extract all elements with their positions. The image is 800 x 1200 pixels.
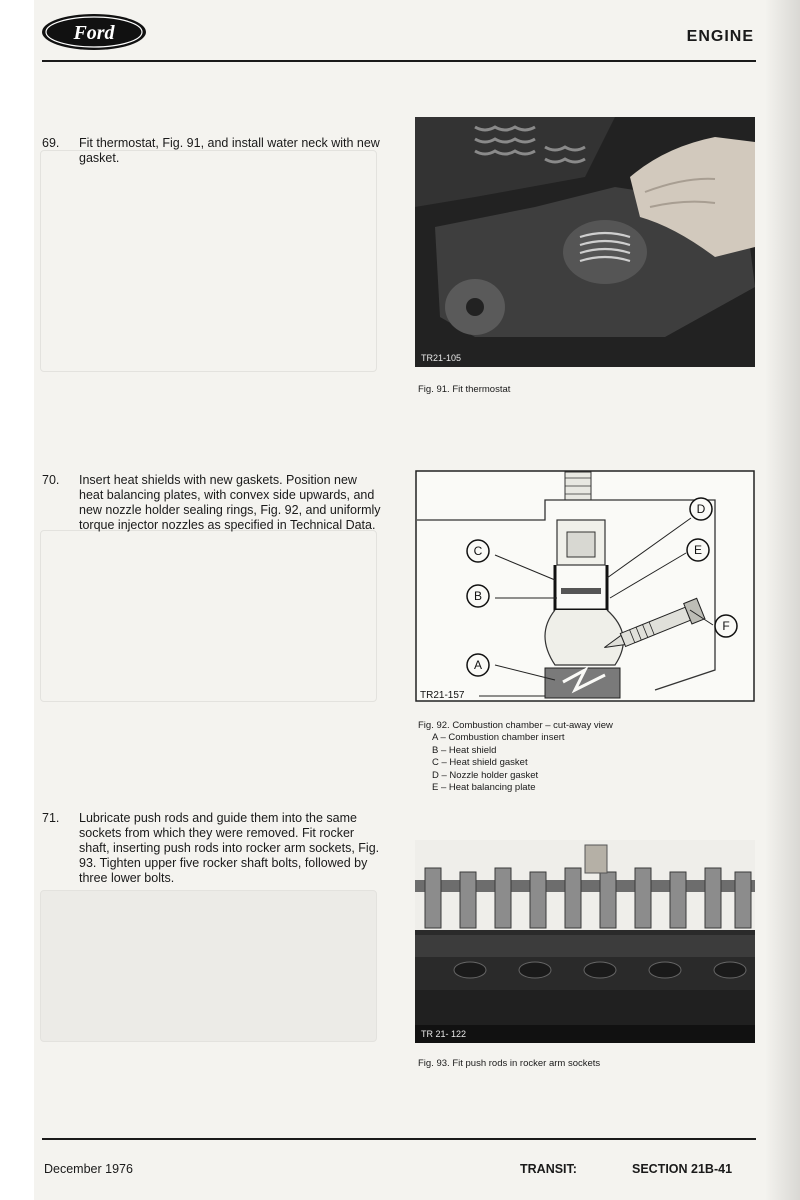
footer-section: SECTION 21B-41 <box>632 1162 733 1176</box>
figure-code: TR21-157 <box>420 690 465 701</box>
step-number: 71. <box>42 811 60 825</box>
callout-label: E <box>693 543 703 557</box>
callout-label: C <box>473 544 483 558</box>
step-text: Lubricate push rods and guide them into the same sockets from which they were removed. Fit rocker shaft, inserting push rods into rocker arm sockets, Fig. 93. Tighten upper five rocker shaft bolts, followed by three lower bolts. <box>79 811 380 885</box>
step-71 <box>42 811 382 886</box>
step-number: 69. <box>42 136 60 150</box>
fig93-photo <box>415 840 755 1043</box>
figure-code: TR 21- 122 <box>421 1029 467 1039</box>
footer-rule <box>42 1138 756 1140</box>
fig91-photo <box>415 117 755 367</box>
scan-margin-left <box>0 0 34 1200</box>
rocker-shaft-photo-illustration <box>415 840 755 1043</box>
fig92-caption: Fig. 92. Combustion chamber – cut-away view <box>418 720 613 731</box>
callout-label: A <box>473 658 483 672</box>
bleed-through-figure <box>40 890 377 1042</box>
bleed-through-figure <box>40 530 377 702</box>
step-text: Insert heat shields with new gaskets. Position new heat balancing plates, with convex side upwards, and new nozzle holder sealing rings, Fig. 92, and uniformly torque injector nozzles as specified in Technical Data. <box>79 473 381 532</box>
legend-item: D – Nozzle holder gasket <box>432 769 539 781</box>
step-69 <box>42 136 382 166</box>
fig91-caption: Fig. 91. Fit thermostat <box>418 384 511 395</box>
callout-label: B <box>473 589 483 603</box>
legend-item: A – Combustion chamber insert <box>432 732 565 743</box>
legend-item: E – Heat balancing plate <box>432 782 536 793</box>
header-rule <box>42 60 756 62</box>
section-title: ENGINE <box>686 28 754 45</box>
fig92-legend <box>432 732 565 795</box>
footer-model: TRANSIT: <box>520 1162 577 1176</box>
legend-item: C – Heat shield gasket <box>432 757 528 768</box>
bleed-through-figure <box>40 150 377 372</box>
footer-date: December 1976 <box>44 1162 133 1176</box>
step-70 <box>42 473 382 533</box>
scan-margin-right <box>766 0 800 1200</box>
svg-text:Ford: Ford <box>73 22 115 44</box>
callout-label: F <box>722 619 730 633</box>
fig93-caption: Fig. 93. Fit push rods in rocker arm sockets <box>418 1058 601 1069</box>
figure-code: TR21-105 <box>421 353 462 363</box>
thermostat-photo-illustration <box>415 117 755 367</box>
legend-item: B – Heat shield <box>432 744 497 756</box>
ford-logo <box>40 12 148 52</box>
callout-label: D <box>696 502 706 516</box>
step-text: Fit thermostat, Fig. 91, and install water neck with new gasket. <box>79 136 380 165</box>
fig92-diagram <box>415 470 755 702</box>
step-number: 70. <box>42 473 60 487</box>
